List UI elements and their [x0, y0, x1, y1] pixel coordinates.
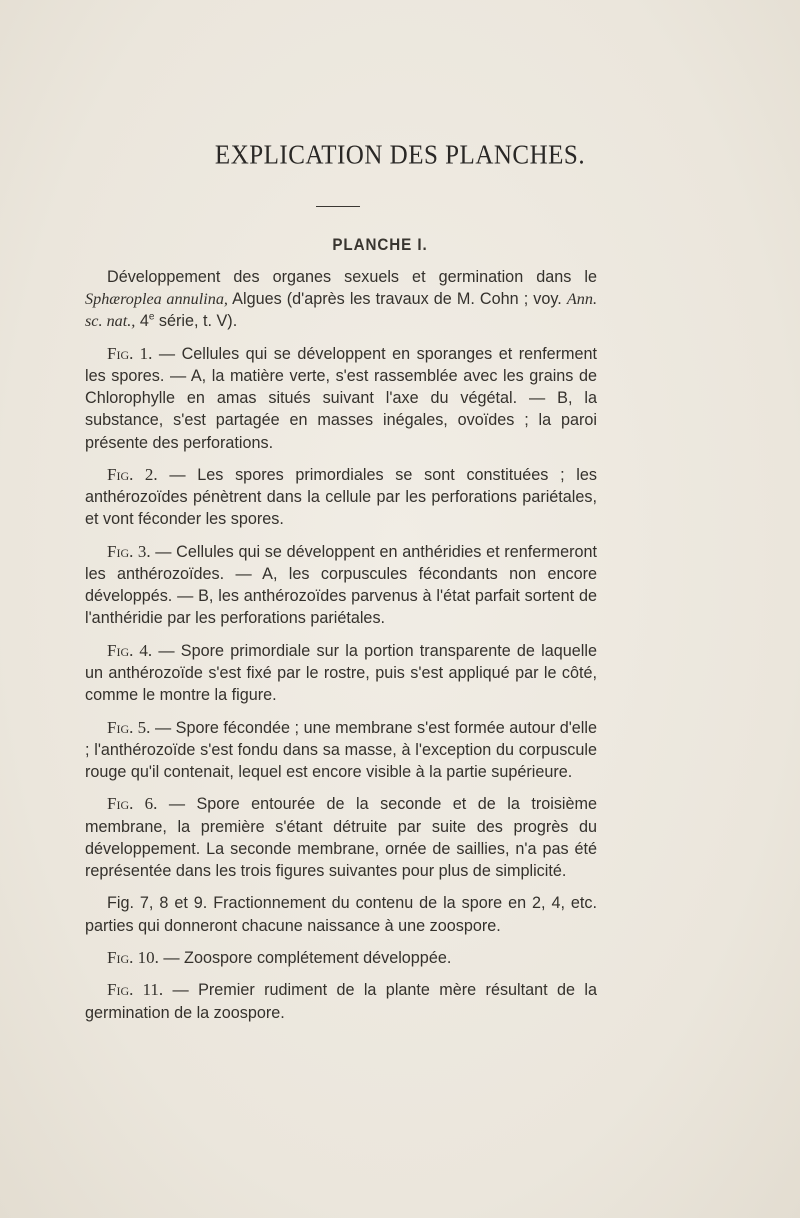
figure-text: Fractionnement du contenu de la spore en 2, 4, etc. parties qui donneront chacune naissance à une zoospore. [85, 894, 598, 935]
figure-text: — Les spores primordiales se sont constituées ; les anthérozoïdes pénètrent dans la cellule par les perforations pariétales, et vont féconder les spores. [85, 466, 597, 529]
figure-paragraph-4 [85, 640, 597, 707]
series-number: 4 [135, 312, 149, 331]
species-name: Sphæroplea annulina, [85, 290, 228, 309]
figure-paragraph-1 [85, 343, 597, 454]
journal-reference: Ann. sc. nat., [85, 290, 597, 331]
figure-text: — Cellules qui se développent en anthéridies et renfermeront les anthérozoïdes. — A, les corpuscules fécondants non encore développés. — B, les anthérozoïdes parvenus à l'état parfait sortent de l'anthéridie par les perforations pariétales. [85, 542, 597, 628]
figure-text: — Premier rudiment de la plante mère résultant de la germination de la zoospore. [85, 981, 597, 1022]
figure-label: Fig. 5. [107, 717, 151, 737]
figure-paragraph-6 [85, 793, 597, 882]
figure-text: — Zoospore complétement développée. [158, 948, 452, 967]
figure-label: Fig. 3. [107, 541, 151, 561]
figure-label: Fig. 4. [107, 640, 153, 660]
page-body [85, 266, 597, 1024]
intro-lead: Développement des organes sexuels et germination dans le [107, 268, 597, 286]
figure-paragraph-3 [85, 541, 597, 630]
plate-heading: PLANCHE I. [332, 236, 428, 254]
figure-label: Fig. 7, 8 et 9. [107, 894, 208, 913]
intro-paragraph [85, 266, 597, 333]
figure-label: Fig. 10. [107, 947, 159, 967]
intro-mid: Algues (d'après les travaux de M. Cohn ; voy. [227, 290, 567, 309]
figure-label: Fig. 11. [107, 980, 164, 1000]
series-superscript: e [148, 312, 155, 324]
figure-paragraph-11 [85, 979, 597, 1023]
figure-label: Fig. 1. [107, 343, 153, 363]
figure-paragraph-2 [85, 464, 597, 531]
figure-paragraph-10 [85, 947, 597, 969]
figure-paragraph-7-9 [85, 892, 597, 936]
figure-label: Fig. 6. [107, 794, 158, 814]
figure-text: — Spore entourée de la seconde et de la troisième membrane, la première s'étant détruite par suite des progrès du développement. La seconde membrane, ornée de saillies, n'a pas été représentée dans les trois figures suivantes pour plus de simplicité. [85, 795, 597, 880]
figure-paragraph-5 [85, 717, 597, 784]
intro-tail: série, t. V). [154, 312, 238, 331]
page-title: EXPLICATION DES PLANCHES. [214, 140, 586, 171]
figure-label: Fig. 2. [107, 465, 158, 484]
title-divider [316, 206, 360, 207]
figure-text: — Spore fécondée ; une membrane s'est formée autour d'elle ; l'anthérozoïde s'est fondu dans sa masse, à l'exception du corpuscule rouge qu'il contenait, lequel est encore visible à la partie supérieure. [85, 718, 597, 781]
figure-text: — Spore primordiale sur la portion transparente de laquelle un anthérozoïde s'est fixé par le rostre, puis s'est appliqué par le côté, comme le montre la figure. [85, 641, 597, 705]
figure-text: — Cellules qui se développent en sporanges et renferment les spores. — A, la matière verte, s'est rassemblée avec les grains de Chlorophylle en amas situés suivant l'axe du végétal. — B, la substance, s'est partagée en masses inégales, ovoïdes ; la paroi présente des perforations. [85, 344, 598, 452]
